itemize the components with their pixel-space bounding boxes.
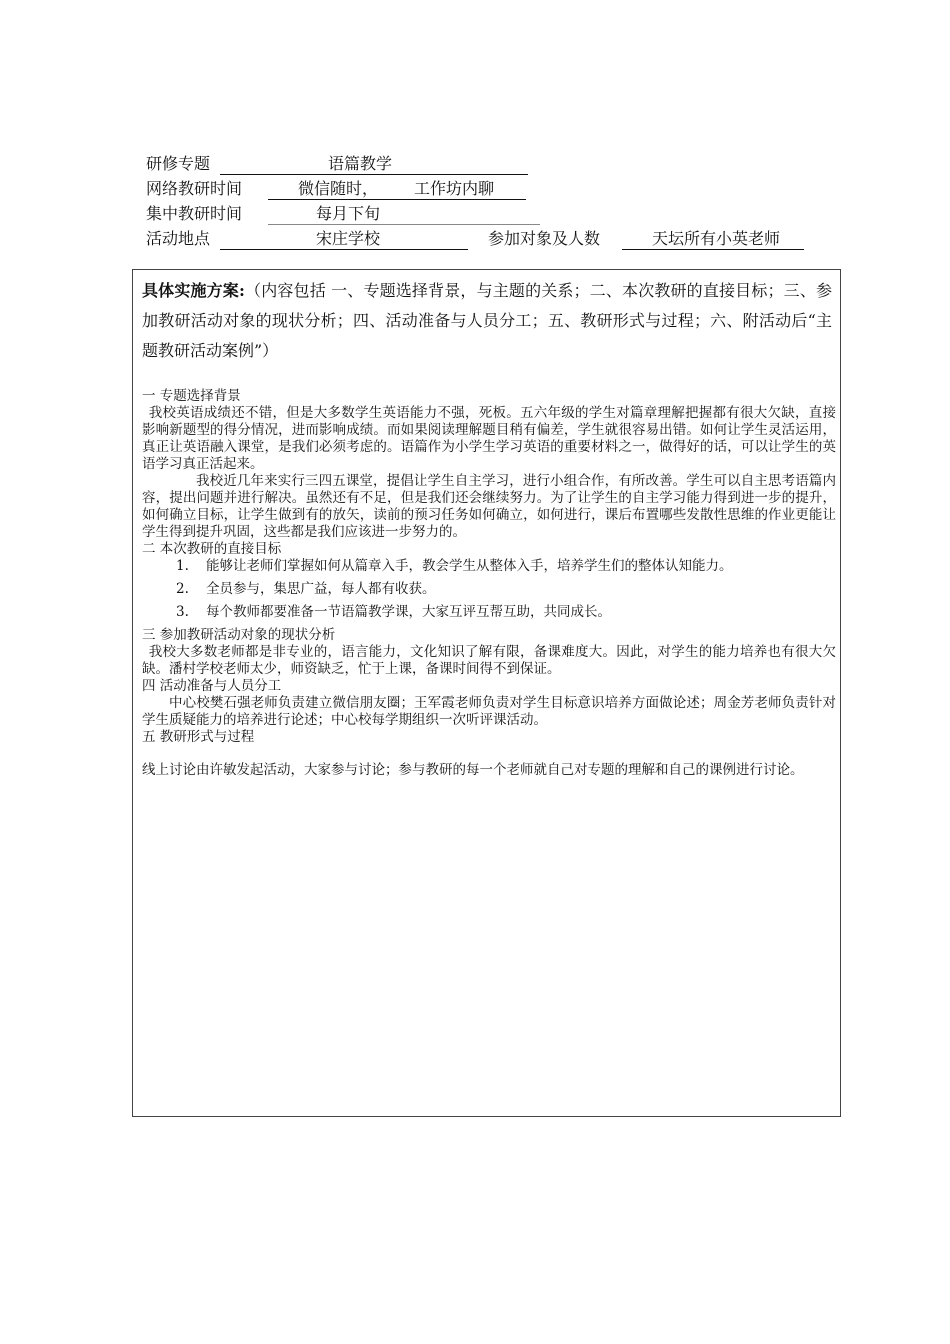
list-item-text: 每个教师都要准备一节语篇教学课，大家互评互帮互助，共同成长。 bbox=[206, 604, 611, 620]
header-fields bbox=[146, 151, 846, 251]
section-5-paragraph: 线上讨论由许敏发起活动，大家参与讨论；参与教研的每一个老师就自己对专题的理解和自己的课例进行讨论。 bbox=[142, 762, 804, 778]
section-4-title: 四 活动准备与人员分工 bbox=[142, 678, 282, 694]
list-item-text: 能够让老师们掌握如何从篇章入手，教会学生从整体入手，培养学生们的整体认知能力。 bbox=[206, 558, 733, 574]
section-1-paragraph-2: 我校近几年来实行三四五课堂，提倡让学生自主学习，进行小组合作，有所改善。学生可以自主思考语篇内容，提出问题并进行解决。虽然还有不足，但是我们还会继续努力。为了让学生的自主学习能力得到进一步的提升，如何确立目标，让学生做到有的放矢，读前的预习任务如何确立，如何进行，课后布置哪些发散性思维的作业更能让学生得到提升巩固，这些都是我们应该进一步努力的。 bbox=[142, 473, 836, 540]
plan-intro bbox=[142, 276, 832, 366]
topic-row bbox=[146, 151, 846, 176]
participants-value: 天坛所有小英老师 bbox=[652, 229, 781, 248]
participants-label: 参加对象及人数 bbox=[488, 229, 601, 248]
topic-value: 语篇教学 bbox=[328, 154, 393, 173]
list-item bbox=[142, 581, 836, 598]
offline-time-value: 每月下旬 bbox=[316, 204, 381, 223]
online-time-value-2: 工作坊内聊 bbox=[414, 179, 495, 198]
plan-intro-heading: 具体实施方案: bbox=[142, 281, 245, 300]
offline-time-label: 集中教研时间 bbox=[146, 204, 243, 223]
offline-time-underline bbox=[268, 201, 540, 225]
plan-intro-text: （内容包括 一、专题选择背景，与主题的关系；二、本次教研的直接目标；三、参加教研活动对象的现状分析；四、活动准备与人员分工；五、教研形式与过程；六、附活动后“主题教研活动案例”） bbox=[142, 281, 832, 360]
plan-body bbox=[142, 388, 836, 779]
location-value: 宋庄学校 bbox=[316, 229, 381, 248]
list-item-text: 全员参与，集思广益，每人都有收获。 bbox=[206, 581, 436, 597]
list-item bbox=[142, 558, 836, 575]
online-time-value-1: 微信随时， bbox=[298, 179, 379, 198]
section-4-paragraph: 中心校樊石强老师负责建立微信朋友圈；王军霞老师负责对学生目标意识培养方面做论述；周金芳老师负责针对学生质疑能力的培养进行论述；中心校每学期组织一次听评课活动。 bbox=[142, 695, 836, 728]
list-item-number: 1. bbox=[176, 558, 189, 574]
section-2-list bbox=[142, 558, 836, 621]
location-label: 活动地点 bbox=[146, 229, 211, 248]
online-time-label: 网络教研时间 bbox=[146, 179, 243, 198]
spacer bbox=[142, 746, 836, 762]
offline-time-row bbox=[146, 201, 846, 226]
section-2-title: 二 本次教研的直接目标 bbox=[142, 541, 282, 557]
topic-label: 研修专题 bbox=[146, 154, 211, 173]
location-row bbox=[146, 226, 846, 251]
list-item-number: 3. bbox=[176, 604, 189, 620]
online-time-row bbox=[146, 176, 846, 201]
section-5-title: 五 教研形式与过程 bbox=[142, 729, 255, 745]
section-3-title: 三 参加教研活动对象的现状分析 bbox=[142, 627, 336, 643]
section-3-paragraph: 我校大多数老师都是非专业的，语言能力，文化知识了解有限，备课难度大。因此，对学生的能力培养也有很大欠缺。潘村学校老师太少，师资缺乏，忙于上课，备课时间得不到保证。 bbox=[142, 644, 836, 677]
section-1-paragraph-1: 我校英语成绩还不错，但是大多数学生英语能力不强，死板。五六年级的学生对篇章理解把握都有很大欠缺，直接影响新题型的得分情况，进而影响成绩。而如果阅读理解题目稍有偏差，学生就很容易出错。如何让学生灵活运用，真正让英语融入课堂，是我们必须考虑的。语篇作为小学生学习英语的重要材料之一，做得好的话，可以让学生的英语学习真正活起来。 bbox=[142, 405, 836, 472]
implementation-plan-box bbox=[132, 269, 841, 1117]
list-item-number: 2. bbox=[176, 581, 189, 597]
list-item bbox=[142, 604, 836, 621]
section-1-title: 一 专题选择背景 bbox=[142, 388, 241, 404]
